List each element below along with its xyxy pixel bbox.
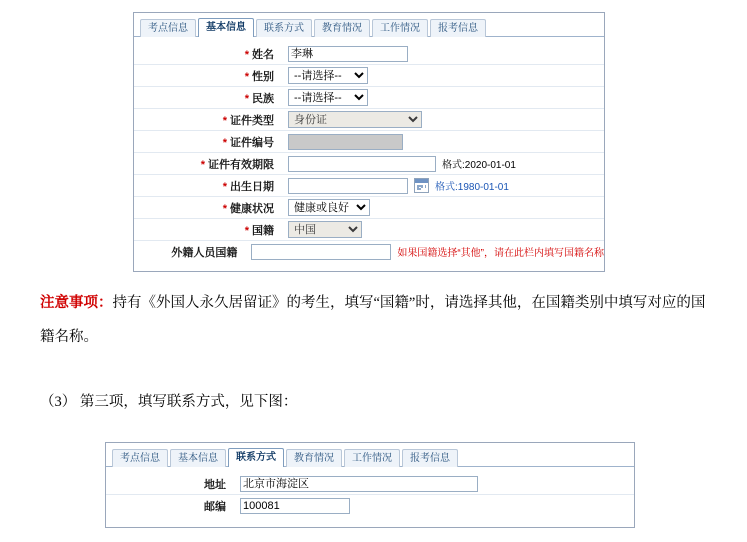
field-label-text: 证件编号 xyxy=(230,136,274,149)
tab-form1-0[interactable]: 考点信息 xyxy=(140,19,196,37)
field-label xyxy=(106,476,236,492)
field-label-text: 出生日期 xyxy=(230,180,274,193)
field-label xyxy=(134,156,284,172)
select-民族[interactable] xyxy=(288,89,368,106)
input-出生日期[interactable] xyxy=(288,178,408,194)
form-row xyxy=(134,175,604,197)
select-国籍[interactable] xyxy=(288,221,362,238)
form-row xyxy=(134,65,604,87)
step-text: （3） 第三项，填写联系方式，见下图： xyxy=(40,394,298,410)
form2-rows xyxy=(106,467,634,524)
field-control-area xyxy=(284,134,604,150)
field-control-area xyxy=(284,156,604,172)
field-label-text: 健康状况 xyxy=(230,202,274,215)
step-paragraph xyxy=(40,385,712,419)
form1-tabstrip[interactable] xyxy=(134,13,604,37)
field-control-area xyxy=(284,46,604,62)
field-label xyxy=(134,68,284,84)
tab-form2-1[interactable]: 基本信息 xyxy=(170,449,226,467)
field-label xyxy=(134,200,284,216)
field-label xyxy=(134,90,284,106)
field-label-text: 民族 xyxy=(252,92,274,105)
form1-rows xyxy=(134,37,604,270)
contact-info-form-panel xyxy=(105,442,635,528)
form-row xyxy=(134,241,604,262)
field-note: 如果国籍选择“其他”，请在此栏内填写国籍名称 xyxy=(397,248,604,259)
field-control-area xyxy=(284,178,604,194)
notice-paragraph xyxy=(40,286,712,354)
input-证件有效期限[interactable] xyxy=(288,156,436,172)
tab-form1-2[interactable]: 联系方式 xyxy=(256,19,312,37)
input-地址[interactable] xyxy=(240,476,478,492)
field-control-area xyxy=(284,67,604,84)
required-marker: * xyxy=(222,114,227,127)
required-marker: * xyxy=(244,48,249,61)
basic-info-form-panel xyxy=(133,12,605,272)
field-control-area xyxy=(284,111,604,128)
field-label xyxy=(106,498,236,514)
tab-form2-4[interactable]: 工作情况 xyxy=(344,449,400,467)
required-marker: * xyxy=(244,92,249,105)
select-健康状况[interactable] xyxy=(288,199,370,216)
select-性别[interactable] xyxy=(288,67,368,84)
input-外籍人员国籍[interactable] xyxy=(251,244,391,260)
tab-form1-5[interactable]: 报考信息 xyxy=(430,19,486,37)
tab-form2-0[interactable]: 考点信息 xyxy=(112,449,168,467)
tab-form1-4[interactable]: 工作情况 xyxy=(372,19,428,37)
field-control-area xyxy=(284,199,604,216)
calendar-icon[interactable] xyxy=(414,178,429,193)
field-label-text: 地址 xyxy=(204,478,226,491)
field-label xyxy=(134,134,284,150)
field-control-area xyxy=(236,498,634,514)
field-label-text: 国籍 xyxy=(252,224,274,237)
form-row xyxy=(134,87,604,109)
notice-heading: 注意事项： xyxy=(40,295,113,311)
tab-form2-3[interactable]: 教育情况 xyxy=(286,449,342,467)
input-邮编[interactable] xyxy=(240,498,350,514)
field-label-text: 证件类型 xyxy=(230,114,274,127)
form-row xyxy=(134,109,604,131)
form-row xyxy=(106,495,634,516)
input-姓名[interactable] xyxy=(288,46,408,62)
field-note: 格式:2020-01-01 xyxy=(442,160,516,171)
field-label xyxy=(134,244,247,260)
field-note: 格式:1980-01-01 xyxy=(435,182,509,193)
field-label xyxy=(134,178,284,194)
field-control-area xyxy=(284,89,604,106)
field-label-text: 姓名 xyxy=(252,48,274,61)
field-control-area xyxy=(247,244,604,260)
form-row xyxy=(134,219,604,241)
tab-form1-1[interactable]: 基本信息 xyxy=(198,18,254,37)
form-row xyxy=(134,197,604,219)
field-label xyxy=(134,222,284,238)
field-label-text: 外籍人员国籍 xyxy=(171,246,238,259)
field-control-area xyxy=(284,221,604,238)
tab-form1-3[interactable]: 教育情况 xyxy=(314,19,370,37)
field-control-area xyxy=(236,476,634,492)
input-证件编号[interactable] xyxy=(288,134,403,150)
form2-tabstrip[interactable] xyxy=(106,443,634,467)
form-row xyxy=(134,153,604,175)
tab-form2-2[interactable]: 联系方式 xyxy=(228,448,284,467)
form-row xyxy=(106,473,634,495)
field-label-text: 证件有效期限 xyxy=(208,158,274,171)
field-label-text: 邮编 xyxy=(204,500,226,513)
field-label xyxy=(134,112,284,128)
required-marker: * xyxy=(222,136,227,149)
required-marker: * xyxy=(200,158,205,171)
form-row xyxy=(134,131,604,153)
required-marker: * xyxy=(244,70,249,83)
field-label xyxy=(134,46,284,62)
required-marker: * xyxy=(244,224,249,237)
form-row xyxy=(134,43,604,65)
field-label-text: 性别 xyxy=(252,70,274,83)
tab-form2-5[interactable]: 报考信息 xyxy=(402,449,458,467)
required-marker: * xyxy=(222,180,227,193)
select-证件类型[interactable] xyxy=(288,111,422,128)
required-marker: * xyxy=(222,202,227,215)
notice-text: 持有《外国人永久居留证》的考生，填写“国籍”时，请选择其他，在国籍类别中填写对应的国籍名称。 xyxy=(40,295,706,345)
